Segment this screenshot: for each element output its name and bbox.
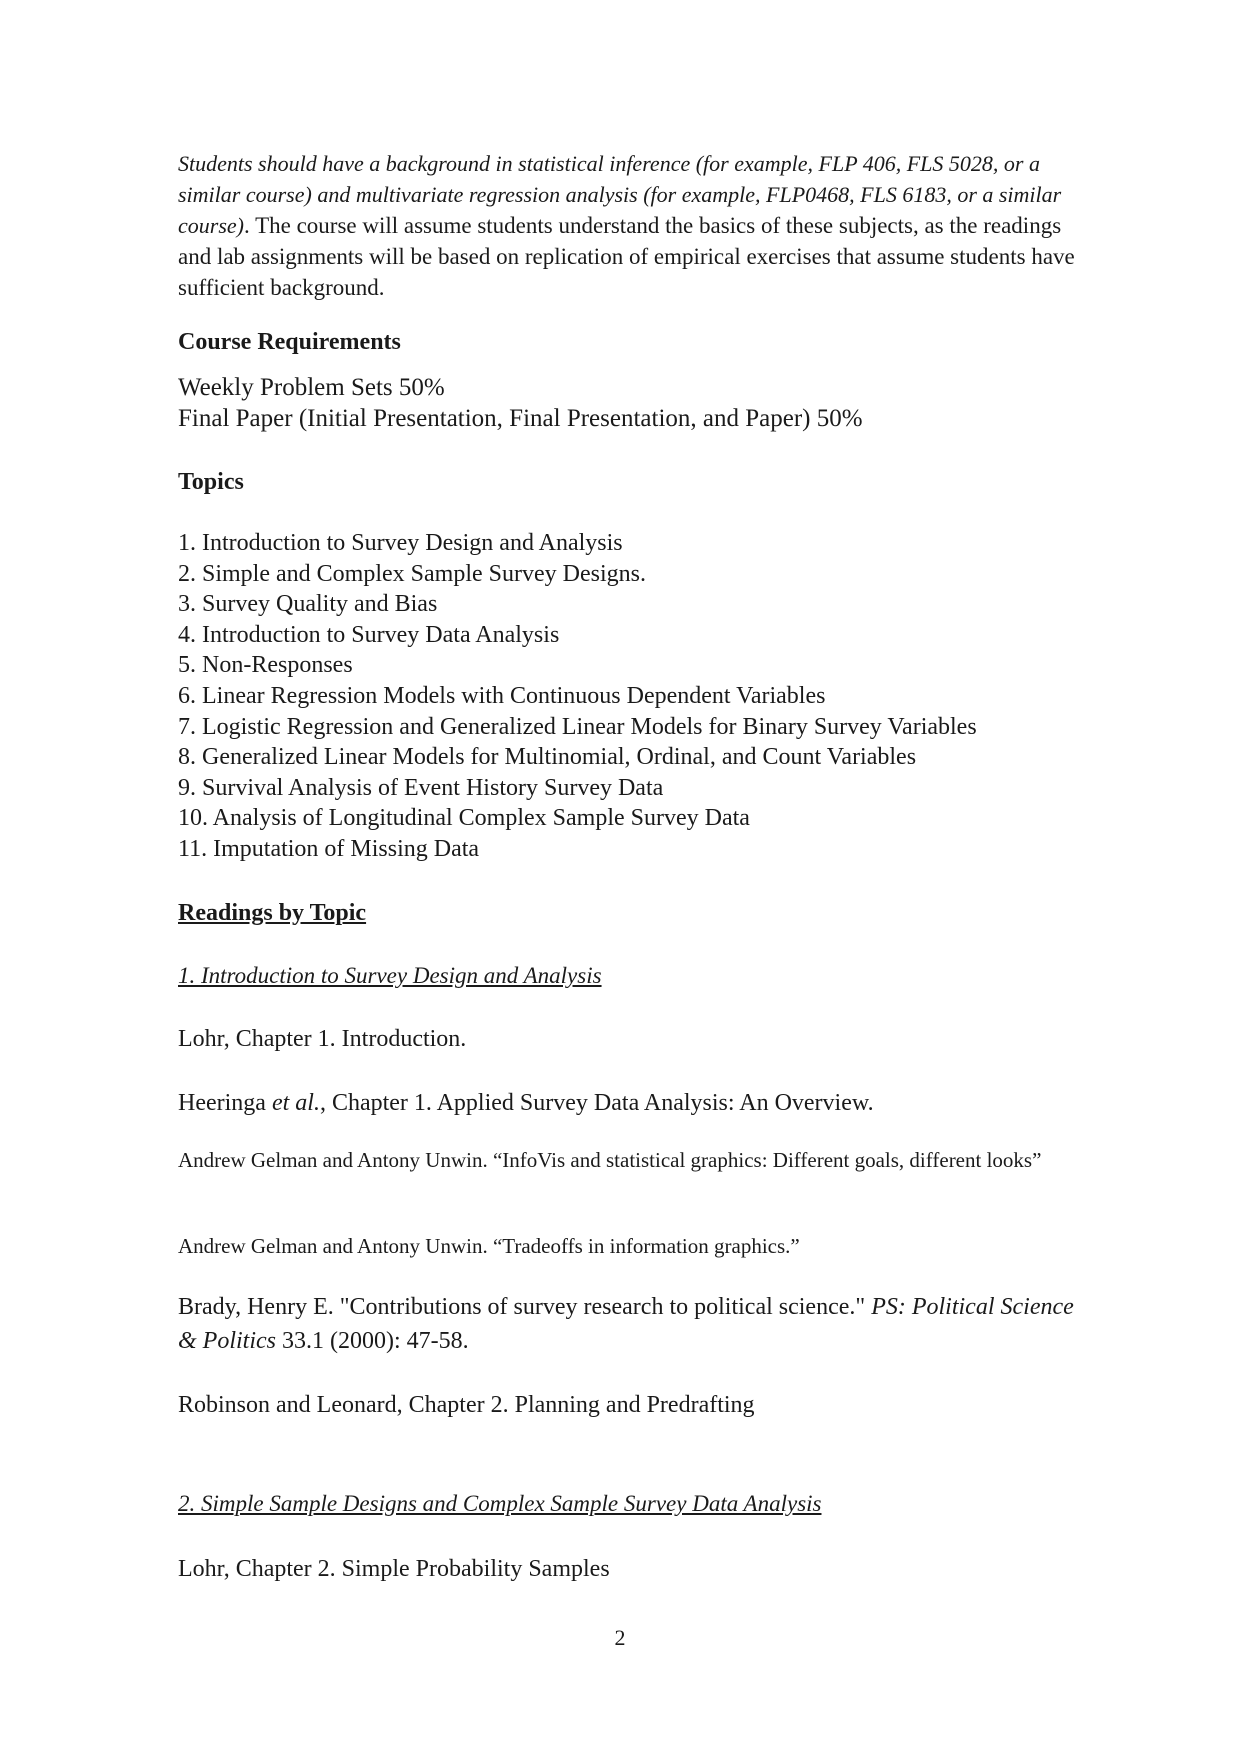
topic-item: 8. Generalized Linear Models for Multinomial, Ordinal, and Count Variables xyxy=(178,744,917,771)
reading-reference xyxy=(178,1086,1078,1120)
topics-heading: Topics xyxy=(178,469,244,495)
readings-heading: Readings by Topic xyxy=(178,900,367,926)
topic-item: 2. Simple and Complex Sample Survey Designs. xyxy=(178,560,646,587)
prerequisites-paragraph xyxy=(178,148,1078,303)
readings-section-2-title: 2. Simple Sample Designs and Complex Sample Survey Data Analysis xyxy=(178,1491,822,1516)
topic-item: 4. Introduction to Survey Data Analysis xyxy=(178,621,560,648)
course-requirements-list xyxy=(178,372,1078,434)
topic-item: 5. Non-Responses xyxy=(178,652,353,679)
requirement-item: Weekly Problem Sets 50% xyxy=(178,374,445,401)
reading-citation: Brady, Henry E. "Contributions of survey research to political science." xyxy=(178,1294,872,1320)
reading-reference: Andrew Gelman and Antony Unwin. “InfoVis and statistical graphics: Different goals, different looks” xyxy=(178,1148,1042,1172)
readings-section-1-title: 1. Introduction to Survey Design and Analysis xyxy=(178,963,602,988)
course-requirements-heading: Course Requirements xyxy=(178,329,401,355)
topic-item: 3. Survey Quality and Bias xyxy=(178,591,438,618)
topic-item: 1. Introduction to Survey Design and Analysis xyxy=(178,530,623,556)
reading-reference: Robinson and Leonard, Chapter 2. Planning and Predrafting xyxy=(178,1392,755,1418)
requirement-item: Final Paper (Initial Presentation, Final Presentation, and Paper) 50% xyxy=(178,405,863,432)
reading-author-etal: et al. xyxy=(271,1090,320,1116)
reading-author: Heeringa xyxy=(178,1090,272,1116)
prerequisites-italic-text: Students should have a background in statistical inference (for example, FLP 406, FLS 5028, or a similar course) and multivariate regression analysis (for example, FLP0468, FLS 6183, or a similar course) xyxy=(178,151,1062,238)
reading-reference: Lohr, Chapter 2. Simple Probability Samples xyxy=(178,1556,610,1582)
reading-volume: 33.1 (2000): 47-58. xyxy=(276,1328,469,1354)
reading-title: , Chapter 1. Applied Survey Data Analysis: An Overview. xyxy=(319,1090,874,1116)
reading-reference: Andrew Gelman and Antony Unwin. “Tradeoffs in information graphics.” xyxy=(178,1234,800,1258)
topic-item: 9. Survival Analysis of Event History Survey Data xyxy=(178,774,664,801)
topic-item: 7. Logistic Regression and Generalized Linear Models for Binary Survey Variables xyxy=(178,713,977,740)
topics-list xyxy=(178,528,1078,865)
topic-item: 10. Analysis of Longitudinal Complex Sample Survey Data xyxy=(178,805,750,832)
page-number: 2 xyxy=(614,1625,626,1650)
reading-reference xyxy=(178,1290,1078,1358)
reading-reference: Lohr, Chapter 1. Introduction. xyxy=(178,1026,467,1052)
topic-item: 11. Imputation of Missing Data xyxy=(178,835,480,862)
prerequisites-regular-text: . The course will assume students understand the basics of these subjects, as the readings and lab assignments will be based on replication of empirical exercises that assume students have sufficient background. xyxy=(178,213,1075,300)
reading-journal: PS: Political Science & Politics xyxy=(178,1294,1074,1354)
topic-item: 6. Linear Regression Models with Continuous Dependent Variables xyxy=(178,682,826,709)
